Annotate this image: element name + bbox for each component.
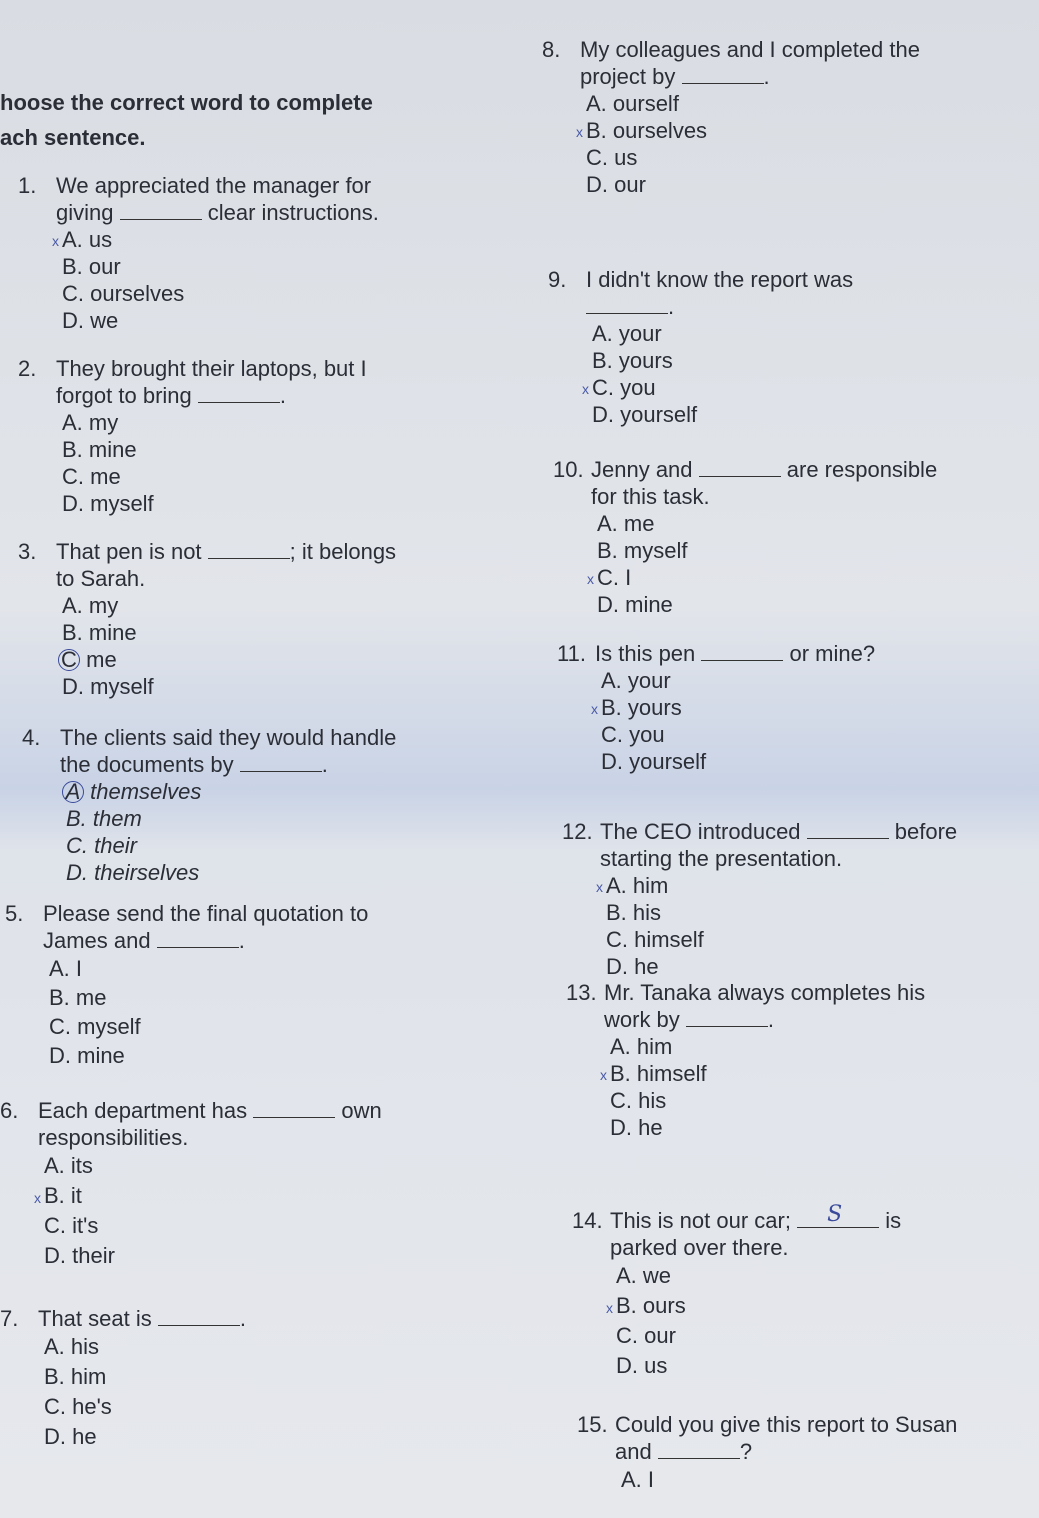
answer-option[interactable] xyxy=(610,1033,925,1060)
answer-option[interactable] xyxy=(66,832,396,859)
answer-option[interactable] xyxy=(616,1351,901,1381)
stem-text: for this task. xyxy=(591,484,710,509)
stem-text: That seat is xyxy=(38,1306,158,1331)
option-text: C. you xyxy=(601,722,665,747)
question-stem xyxy=(56,172,379,226)
option-text: D. yourself xyxy=(592,402,698,427)
answer-option[interactable] xyxy=(66,859,396,886)
stem-text: and xyxy=(615,1439,658,1464)
option-text: A. your xyxy=(601,668,671,693)
stem-text: Jenny and xyxy=(591,457,699,482)
stem-text: before xyxy=(888,819,958,844)
check-mark-icon: x xyxy=(606,1300,613,1316)
option-text: B. him xyxy=(44,1364,107,1389)
option-text: A. its xyxy=(44,1153,93,1178)
stem-text: . xyxy=(238,928,245,953)
question-stem xyxy=(56,355,367,409)
option-text: C. himself xyxy=(606,927,704,952)
answer-options xyxy=(606,1261,901,1381)
answer-blank[interactable] xyxy=(807,818,889,839)
question-stem xyxy=(595,640,875,667)
answer-option[interactable] xyxy=(62,409,367,436)
option-text: A. your xyxy=(592,321,662,346)
option-text: B. me xyxy=(49,985,107,1010)
answer-option[interactable] xyxy=(62,619,396,646)
stem-line xyxy=(56,382,367,409)
answer-blank[interactable] xyxy=(586,293,668,314)
check-mark-icon: x xyxy=(34,1190,41,1206)
question-number: 11. xyxy=(557,641,586,666)
option-text: C. their xyxy=(66,833,137,858)
answer-options xyxy=(52,226,379,334)
stem-text: ; it belongs xyxy=(289,539,397,564)
question-number: 9. xyxy=(548,267,567,292)
option-text: D. we xyxy=(62,308,119,333)
question-stem xyxy=(60,724,396,778)
question-number: 7. xyxy=(0,1306,19,1331)
question-number: 15. xyxy=(577,1412,608,1437)
stem-line xyxy=(615,1438,957,1465)
question-9 xyxy=(548,266,853,428)
answer-blank[interactable] xyxy=(208,538,290,559)
stem-text: responsibilities. xyxy=(38,1125,189,1150)
option-text: A. me xyxy=(597,511,655,536)
stem-line xyxy=(38,1097,382,1124)
stem-text: I didn't know the report was xyxy=(586,267,854,292)
option-text: D. us xyxy=(616,1353,668,1378)
answer-option[interactable] xyxy=(586,144,920,171)
option-text: C. us xyxy=(586,145,638,170)
stem-text: . xyxy=(239,1306,246,1331)
option-text: A. us xyxy=(62,227,113,252)
question-stem xyxy=(610,1202,902,1261)
option-text: B. mine xyxy=(62,437,137,462)
stem-text: giving xyxy=(56,200,120,225)
answer-blank[interactable] xyxy=(686,1006,768,1027)
question-number: 10. xyxy=(553,457,584,482)
stem-line xyxy=(38,1124,382,1151)
question-7 xyxy=(0,1305,246,1452)
option-text: C. our xyxy=(616,1323,676,1348)
answer-options xyxy=(591,667,875,775)
option-text: B. his xyxy=(606,900,662,925)
stem-text: . xyxy=(763,64,770,89)
answer-option[interactable] xyxy=(597,591,937,618)
stem-text: are responsible xyxy=(780,457,938,482)
option-text: A. I xyxy=(49,956,83,981)
answer-option[interactable] xyxy=(49,1041,368,1070)
stem-text: . xyxy=(668,294,675,319)
stem-line xyxy=(586,293,853,320)
answer-blank[interactable] xyxy=(658,1438,740,1459)
answer-option[interactable] xyxy=(44,1362,246,1392)
answer-option[interactable] xyxy=(62,673,396,700)
answer-option[interactable] xyxy=(62,253,379,280)
option-text: A. him xyxy=(610,1034,673,1059)
stem-text: James and xyxy=(43,928,157,953)
answer-option[interactable] xyxy=(44,1392,246,1422)
stem-text: work by xyxy=(604,1007,686,1032)
question-number: 5. xyxy=(5,901,24,926)
option-text: C. it's xyxy=(44,1213,99,1238)
answer-option[interactable] xyxy=(597,537,937,564)
answer-option[interactable] xyxy=(62,463,367,490)
option-text: C. he's xyxy=(44,1394,112,1419)
stem-text: We appreciated the manager for xyxy=(56,173,372,198)
question-1 xyxy=(18,172,379,334)
answer-option[interactable] xyxy=(586,171,920,198)
answer-options xyxy=(600,1033,925,1141)
check-mark-icon: x xyxy=(582,381,589,397)
question-6 xyxy=(0,1097,382,1271)
check-mark-icon: x xyxy=(576,124,583,140)
circled-letter: A xyxy=(62,781,84,803)
question-8 xyxy=(542,36,920,198)
question-4 xyxy=(22,724,396,886)
answer-option[interactable] xyxy=(44,1422,246,1452)
check-mark-icon: x xyxy=(587,571,594,587)
option-text: B. myself xyxy=(597,538,688,563)
option-text: A. him xyxy=(606,873,669,898)
question-3 xyxy=(18,538,396,700)
option-text: B. himself xyxy=(610,1061,707,1086)
question-stem xyxy=(615,1411,957,1465)
stem-line xyxy=(56,538,396,565)
answer-option[interactable] xyxy=(62,436,367,463)
answer-option[interactable] xyxy=(62,307,379,334)
option-text: B. yours xyxy=(592,348,673,373)
answer-option[interactable] xyxy=(44,1241,382,1271)
question-stem xyxy=(43,900,368,954)
answer-options xyxy=(34,1151,382,1271)
question-number: 4. xyxy=(22,725,41,750)
answer-option[interactable] xyxy=(49,983,368,1012)
circled-letter: C xyxy=(58,649,80,671)
answer-options xyxy=(62,592,396,700)
answer-option[interactable] xyxy=(62,592,396,619)
stem-line xyxy=(580,63,920,90)
stem-line xyxy=(600,845,957,872)
stem-text: That pen is not xyxy=(56,539,208,564)
option-text: B. ours xyxy=(616,1293,686,1318)
option-text: B. it xyxy=(44,1183,82,1208)
question-stem xyxy=(586,266,853,320)
answer-option[interactable] xyxy=(52,226,379,253)
answer-blank[interactable] xyxy=(198,382,280,403)
option-text: B. ourselves xyxy=(586,118,708,143)
option-text: D. he xyxy=(610,1115,663,1140)
answer-blank[interactable] xyxy=(157,927,239,948)
option-text: B. them xyxy=(66,806,142,831)
question-number: 14. xyxy=(572,1208,603,1233)
answer-options xyxy=(44,1332,246,1452)
stem-text: The CEO introduced xyxy=(600,819,807,844)
answer-option[interactable] xyxy=(587,564,937,591)
stem-line xyxy=(600,818,957,845)
question-2 xyxy=(18,355,367,517)
question-15 xyxy=(577,1411,957,1495)
answer-option[interactable] xyxy=(44,1332,246,1362)
option-text: A. my xyxy=(62,593,119,618)
option-text: me xyxy=(80,647,117,672)
stem-line xyxy=(60,724,396,751)
stem-text: own xyxy=(335,1098,382,1123)
question-stem xyxy=(56,538,396,592)
option-text: A. my xyxy=(62,410,119,435)
answer-option[interactable] xyxy=(606,953,957,980)
instructions-line-1: hoose the correct word to complete xyxy=(0,90,373,115)
stem-text: Is this pen xyxy=(595,641,702,666)
question-number: 6. xyxy=(0,1098,19,1123)
answer-options xyxy=(49,954,368,1070)
option-text: C. myself xyxy=(49,1014,141,1039)
answer-option[interactable] xyxy=(49,954,368,983)
answer-blank[interactable] xyxy=(120,199,202,220)
option-text: D. mine xyxy=(597,592,673,617)
answer-options xyxy=(62,409,367,517)
stem-text: My colleagues and I completed the xyxy=(580,37,920,62)
stem-line xyxy=(43,900,368,927)
stem-text: The clients said they would handle xyxy=(60,725,397,750)
stem-line xyxy=(615,1411,957,1438)
stem-text: the documents by xyxy=(60,752,240,777)
handwritten-answer: S xyxy=(827,1202,843,1227)
question-stem xyxy=(38,1097,382,1151)
question-10 xyxy=(553,456,937,618)
answer-option[interactable] xyxy=(591,694,875,721)
stem-text: clear instructions. xyxy=(201,200,379,225)
stem-text: parked over there. xyxy=(610,1235,789,1260)
answer-options xyxy=(66,778,396,886)
answer-option[interactable] xyxy=(582,374,853,401)
option-text: D. myself xyxy=(62,674,154,699)
question-stem xyxy=(580,36,920,90)
answer-options xyxy=(576,90,920,198)
answer-option[interactable] xyxy=(597,510,937,537)
answer-option[interactable] xyxy=(62,646,396,673)
answer-option[interactable] xyxy=(586,90,920,117)
answer-option[interactable] xyxy=(44,1211,382,1241)
question-stem xyxy=(604,979,925,1033)
answer-options xyxy=(621,1465,957,1495)
stem-text: . xyxy=(321,752,328,777)
answer-blank[interactable] xyxy=(699,456,781,477)
stem-text: Mr. Tanaka always completes his xyxy=(604,980,926,1005)
stem-text: is xyxy=(879,1208,902,1233)
answer-option[interactable] xyxy=(34,1181,382,1211)
answer-option[interactable] xyxy=(576,117,920,144)
answer-option[interactable] xyxy=(601,667,875,694)
question-number: 8. xyxy=(542,37,561,62)
answer-options xyxy=(596,872,957,980)
stem-line xyxy=(591,456,937,483)
question-stem xyxy=(38,1305,246,1332)
answer-option[interactable] xyxy=(601,748,875,775)
answer-option[interactable] xyxy=(66,805,396,832)
question-13 xyxy=(566,979,925,1141)
stem-line xyxy=(595,640,875,667)
check-mark-icon: x xyxy=(591,701,598,717)
stem-line xyxy=(591,483,937,510)
stem-text: to Sarah. xyxy=(56,566,146,591)
answer-blank[interactable] xyxy=(253,1097,335,1118)
stem-line xyxy=(43,927,368,954)
stem-text: Could you give this report to Susan xyxy=(615,1412,958,1437)
question-number: 1. xyxy=(18,173,37,198)
answer-options xyxy=(587,510,937,618)
answer-option[interactable] xyxy=(596,872,957,899)
answer-option[interactable] xyxy=(606,899,957,926)
answer-option[interactable] xyxy=(600,1060,925,1087)
stem-line xyxy=(604,1006,925,1033)
question-number: 3. xyxy=(18,539,37,564)
stem-text: or mine? xyxy=(783,641,876,666)
option-text: C. his xyxy=(610,1088,667,1113)
option-text: C. ourselves xyxy=(62,281,185,306)
answer-blank[interactable] xyxy=(797,1202,879,1228)
answer-option[interactable] xyxy=(62,280,379,307)
answer-option[interactable] xyxy=(66,778,396,805)
stem-line xyxy=(38,1305,246,1332)
stem-line xyxy=(586,266,853,293)
answer-option[interactable] xyxy=(62,490,367,517)
stem-text: forgot to bring xyxy=(56,383,198,408)
option-text: D. he xyxy=(606,954,659,979)
question-12 xyxy=(562,818,957,980)
answer-blank[interactable] xyxy=(701,640,783,661)
instructions-line-2: ach sentence. xyxy=(0,125,146,150)
option-text: D. theirselves xyxy=(66,860,200,885)
option-text: D. myself xyxy=(62,491,154,516)
answer-option[interactable] xyxy=(49,1012,368,1041)
option-text: D. he xyxy=(44,1424,97,1449)
option-text: C. I xyxy=(597,565,632,590)
option-text: B. our xyxy=(62,254,121,279)
option-text: C. you xyxy=(592,375,656,400)
check-mark-icon: x xyxy=(600,1067,607,1083)
stem-line xyxy=(610,1202,902,1234)
answer-blank[interactable] xyxy=(240,751,322,772)
option-text: themselves xyxy=(84,779,202,804)
stem-text: starting the presentation. xyxy=(600,846,843,871)
answer-blank[interactable] xyxy=(158,1305,240,1326)
option-text: A. we xyxy=(616,1263,672,1288)
answer-option[interactable] xyxy=(606,926,957,953)
question-stem xyxy=(600,818,957,872)
stem-text: Please send the final quotation to xyxy=(43,901,369,926)
stem-line xyxy=(60,751,396,778)
answer-option[interactable] xyxy=(616,1321,901,1351)
answer-option[interactable] xyxy=(621,1465,957,1495)
option-text: B. yours xyxy=(601,695,682,720)
answer-option[interactable] xyxy=(592,347,853,374)
answer-option[interactable] xyxy=(606,1291,901,1321)
question-14 xyxy=(572,1202,902,1381)
answer-option[interactable] xyxy=(592,320,853,347)
question-number: 13. xyxy=(566,980,597,1005)
stem-line xyxy=(610,1234,901,1261)
check-mark-icon: x xyxy=(52,233,59,249)
answer-option[interactable] xyxy=(616,1261,901,1291)
stem-text: Each department has xyxy=(38,1098,254,1123)
answer-option[interactable] xyxy=(610,1087,925,1114)
question-stem xyxy=(591,456,937,510)
option-text: A. his xyxy=(44,1334,100,1359)
option-text: D. their xyxy=(44,1243,115,1268)
answer-blank[interactable] xyxy=(682,63,764,84)
option-text: D. yourself xyxy=(601,749,707,774)
option-text: A. ourself xyxy=(586,91,679,116)
stem-line xyxy=(56,565,396,592)
option-text: D. our xyxy=(586,172,646,197)
stem-text: project by xyxy=(580,64,682,89)
option-text: A. I xyxy=(621,1467,655,1492)
question-5 xyxy=(5,900,368,1070)
stem-text: . xyxy=(767,1007,775,1032)
answer-options xyxy=(582,320,853,428)
question-number: 2. xyxy=(18,356,37,381)
option-text: B. mine xyxy=(62,620,137,645)
stem-line xyxy=(580,36,920,63)
stem-line xyxy=(56,355,367,382)
answer-option[interactable] xyxy=(610,1114,925,1141)
question-11 xyxy=(557,640,875,775)
stem-text: ? xyxy=(739,1439,753,1464)
question-number: 12. xyxy=(562,819,593,844)
answer-option[interactable] xyxy=(592,401,853,428)
stem-text: This is not our car; xyxy=(610,1208,798,1233)
answer-option[interactable] xyxy=(601,721,875,748)
answer-option[interactable] xyxy=(44,1151,382,1181)
stem-text: . xyxy=(279,383,286,408)
stem-line xyxy=(56,199,379,226)
check-mark-icon: x xyxy=(596,879,603,895)
stem-text: They brought their laptops, but I xyxy=(56,356,367,381)
stem-line xyxy=(604,979,925,1006)
option-text: D. mine xyxy=(49,1043,125,1068)
option-text: C. me xyxy=(62,464,121,489)
stem-line xyxy=(56,172,379,199)
